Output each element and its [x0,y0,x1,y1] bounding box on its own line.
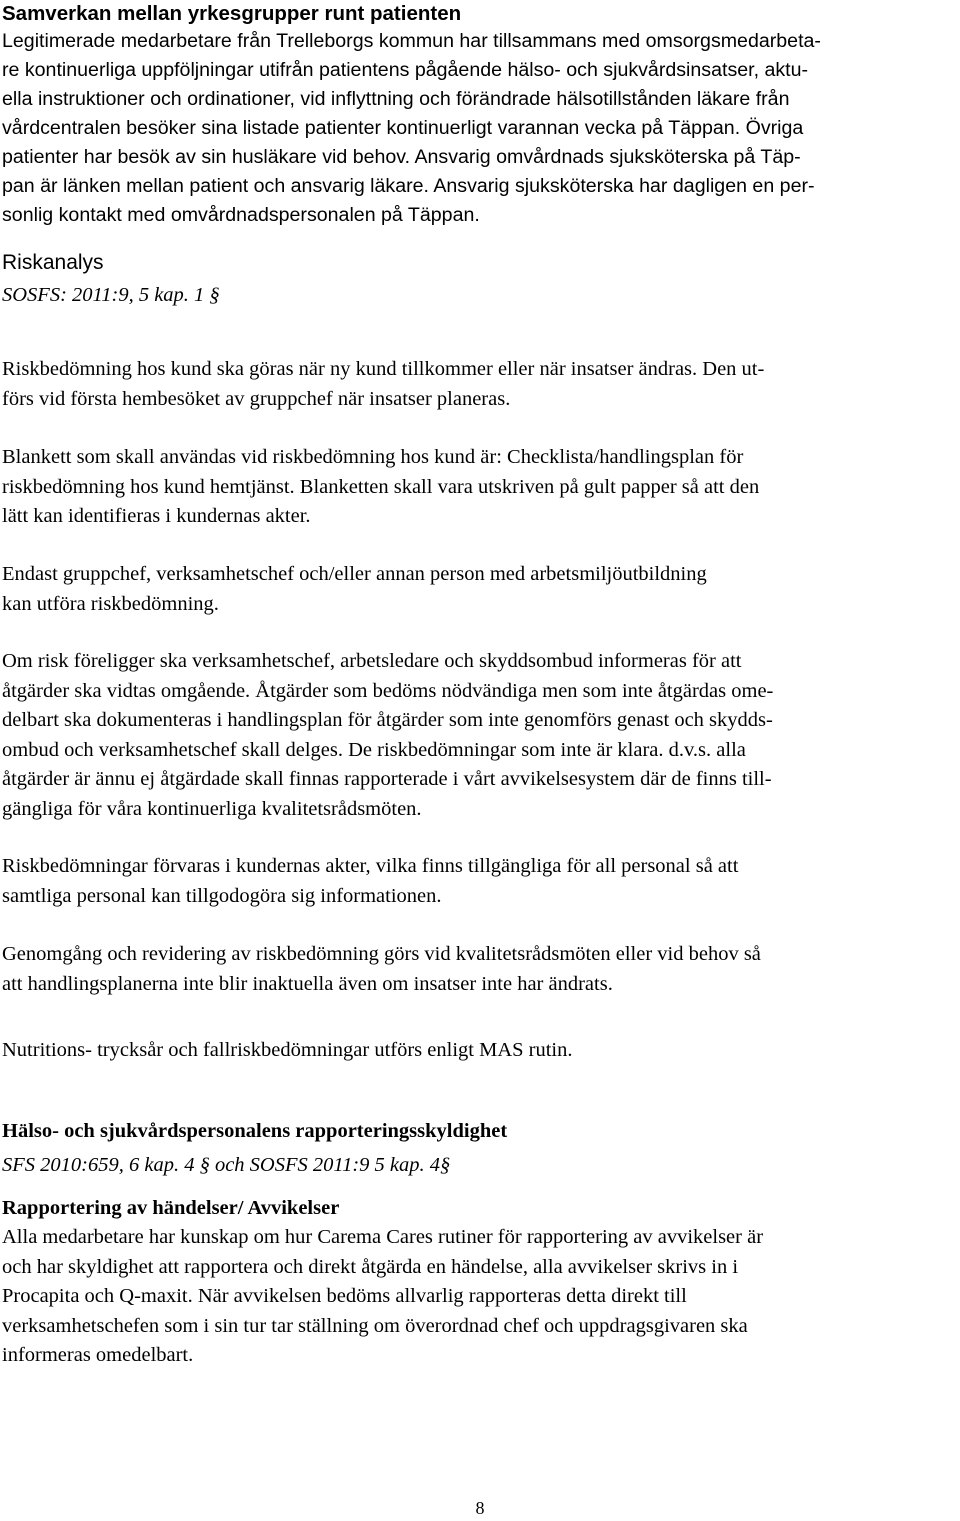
paragraph-line: riskbedömning hos kund hemtjänst. Blanketten skall vara utskriven på gult papper så att den [2,475,760,498]
paragraph-line: sonlig kontakt med omvårdnadspersonalen på Täppan. [2,204,480,226]
samverkan-paragraph [2,27,821,230]
paragraph-line: kan utföra riskbedömning. [2,592,219,615]
paragraph-line: Genomgång och revidering av riskbedömning görs vid kvalitetsrådsmöten eller vid behov så [2,943,761,965]
riskanalys-paragraph-3 [2,560,707,619]
paragraph-line: och har skyldighet att rapportera och direkt åtgärda en händelse, alla avvikelser skrivs in i [2,1255,739,1278]
paragraph-line: patienter har besök av sin husläkare vid behov. Ansvarig omvårdnads sjuksköterska på Täp- [2,146,801,168]
riskanalys-paragraph-7 [2,1036,573,1066]
riskanalys-paragraph-4 [2,647,773,824]
paragraph-line: åtgärder är ännu ej åtgärdade skall finnas rapporterade i vårt avvikelsesystem där de finns till- [2,768,772,790]
paragraph-line: gängliga för våra kontinuerliga kvalitetsrådsmöten. [2,797,422,820]
paragraph-line: pan är länken mellan patient och ansvarig läkare. Ansvarig sjuksköterska har dagligen en per- [2,175,815,197]
subheading-avvikelser: Rapportering av händelser/ Avvikelser [2,1197,340,1219]
riskanalys-paragraph-2 [2,443,759,532]
paragraph-line: Endast gruppchef, verksamhetschef och/eller annan person med arbetsmiljöutbildning [2,563,707,585]
paragraph-line: Nutritions- trycksår och fallriskbedömningar utförs enligt MAS rutin. [2,1039,573,1061]
paragraph-line: ella instruktioner och ordinationer, vid inflyttning och förändrade hälsotillstånden läkare från [2,88,790,110]
paragraph-line: åtgärder ska vidtas omgående. Åtgärder som bedöms nödvändiga men som inte åtgärdas ome- [2,679,774,702]
paragraph-line: Riskbedömning hos kund ska göras när ny kund tillkommer eller när insatser ändras. Den ut- [2,358,765,380]
paragraph-line: lätt kan identifieras i kundernas akter. [2,505,311,527]
paragraph-line: Legitimerade medarbetare från Trelleborgs kommun har tillsammans med omsorgsmedarbeta- [2,30,821,52]
paragraph-line: förs vid första hembesöket av gruppchef när insatser planeras. [2,387,511,410]
rapportering-paragraph [2,1223,763,1371]
paragraph-line: vårdcentralen besöker sina listade patienter kontinuerligt varannan vecka på Täppan. Övriga [2,117,804,139]
paragraph-line: informeras omedelbart. [2,1344,194,1366]
riskanalys-paragraph-5 [2,852,738,911]
paragraph-line: verksamhetschefen som i sin tur tar ställning om överordnad chef och uppdragsgivaren ska [2,1314,748,1337]
paragraph-line: Procapita och Q-maxit. När avvikelsen bedöms allvarlig rapporteras detta direkt till [2,1285,687,1307]
paragraph-line: delbart ska dokumenteras i handlingsplan för åtgärder som inte genomförs genast och skydds- [2,709,773,731]
section-heading-riskanalys: Riskanalys [2,251,104,274]
section-heading-rapporteringsskyldighet: Hälso- och sjukvårdspersonalens rapporteringsskyldighet [2,1120,508,1142]
riskanalys-paragraph-1 [2,355,764,414]
paragraph-line: Om risk föreligger ska verksamhetschef, arbetsledare och skyddsombud informeras för att [2,650,742,672]
paragraph-line: re kontinuerliga uppföljningar utifrån patientens pågående hälso- och sjukvårdsinsatser, aktu- [2,59,809,81]
paragraph-line: samtliga personal kan tillgodogöra sig informationen. [2,884,442,907]
paragraph-line: Alla medarbetare har kunskap om hur Carema Cares rutiner för rapportering av avvikelser är [2,1226,764,1248]
paragraph-line: att handlingsplanerna inte blir inaktuella även om insatser inte har ändrats. [2,972,613,995]
paragraph-line: Riskbedömningar förvaras i kundernas akter, vilka finns tillgängliga för all personal så att [2,855,739,877]
rapportering-reference: SFS 2010:659, 6 kap. 4 § och SOSFS 2011:9 5 kap. 4§ [2,1154,451,1176]
page-number: 8 [475,1498,485,1518]
riskanalys-paragraph-6 [2,940,761,999]
paragraph-line: ombud och verksamhetschef skall delges. De riskbedömningar som inte är klara. d.v.s. alla [2,738,746,761]
paragraph-line: Blankett som skall användas vid riskbedömning hos kund är: Checklista/handlingsplan för [2,446,744,468]
section-heading-samverkan: Samverkan mellan yrkesgrupper runt patienten [2,2,462,25]
riskanalys-reference: SOSFS: 2011:9, 5 kap. 1 § [2,284,220,306]
